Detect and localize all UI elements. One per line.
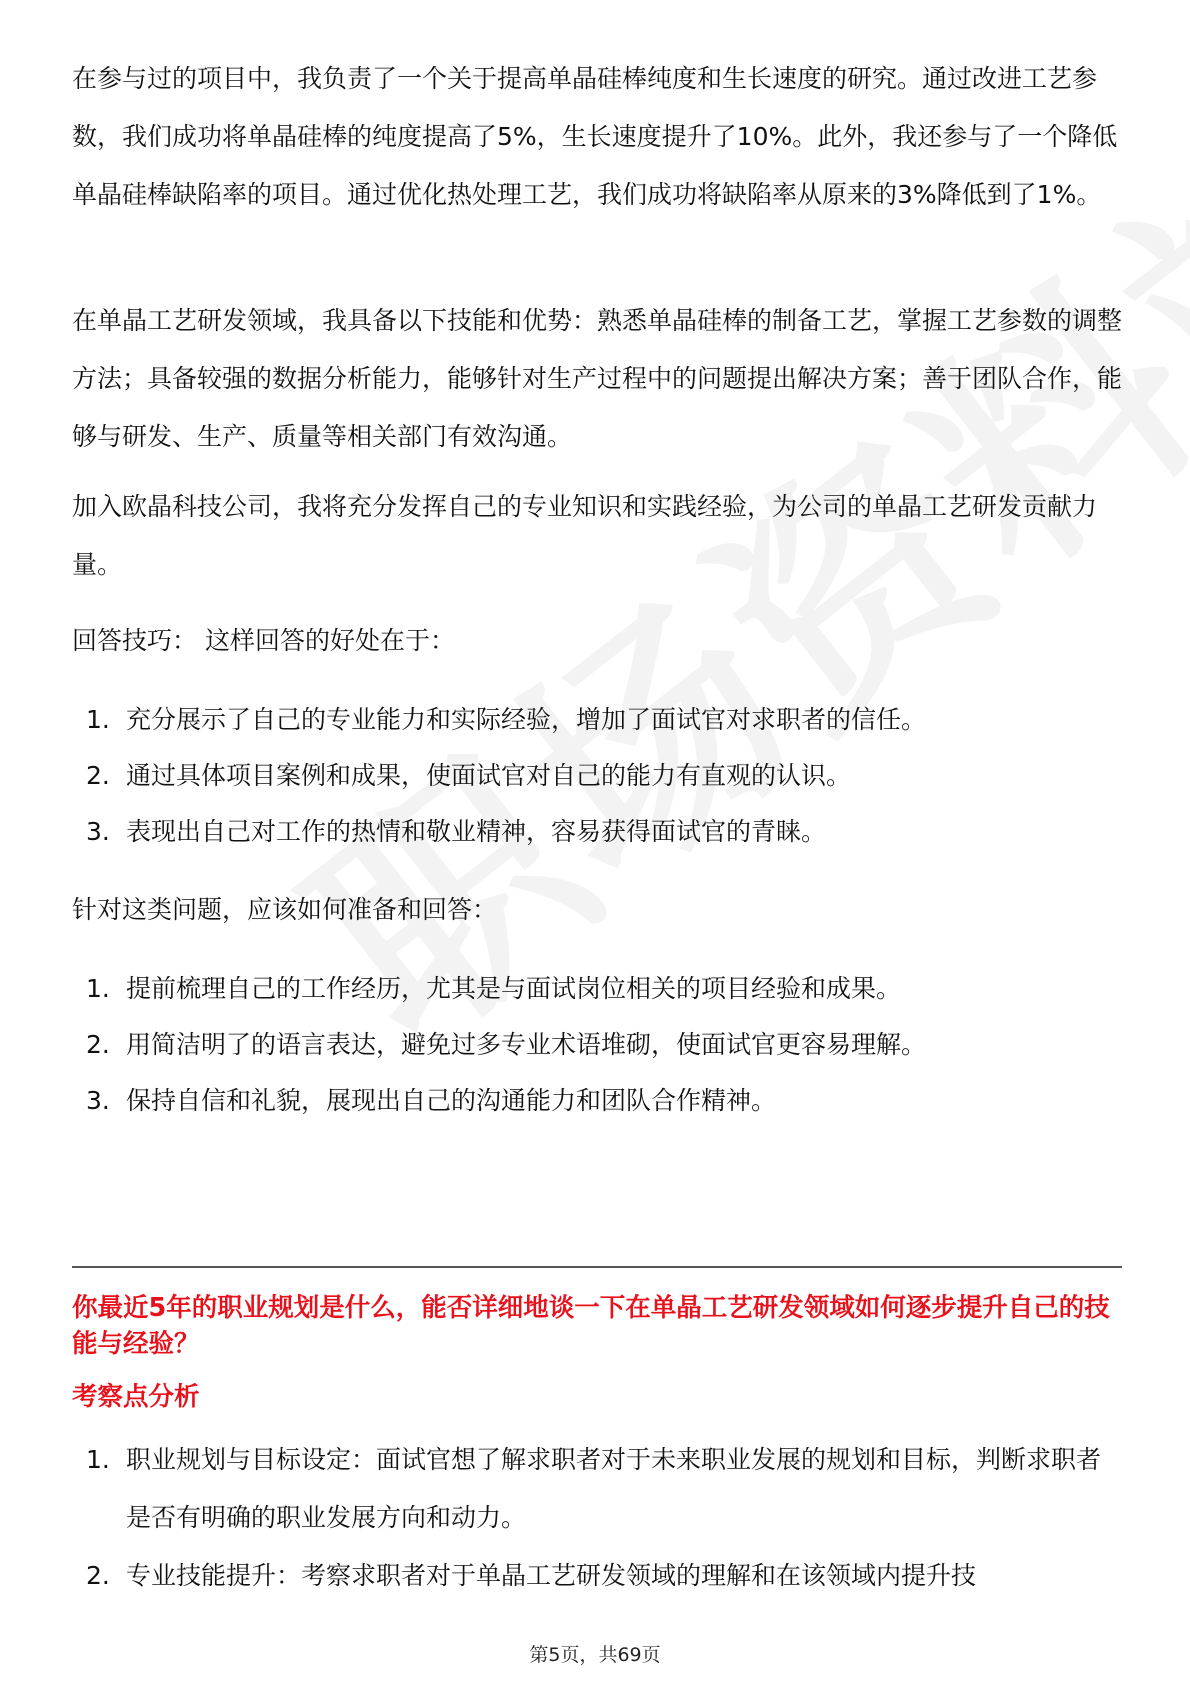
prepare-heading: 针对这类问题，应该如何准备和回答： <box>72 895 498 924</box>
list-item: 1. 充分展示了自己的专业能力和实际经验，增加了面试官对求职者的信任。 <box>86 705 927 734</box>
question-title: 你最近5年的职业规划是什么，能否详细地谈一下在单晶工艺研发领域如何逐步提升自己的技能与经验？ <box>72 1293 1110 1359</box>
analysis-list <box>72 1431 1122 1605</box>
list-item: 2. 通过具体项目案例和成果，使面试官对自己的能力有直观的认识。 <box>86 761 852 790</box>
analysis-heading: 考察点分析 <box>72 1382 200 1412</box>
list-item: 2. 专业技能提升：考察求职者对于单晶工艺研发领域的理解和在该领域内提升技 <box>86 1561 977 1590</box>
section-divider <box>72 1266 1122 1268</box>
paragraph-project-experience: 在参与过的项目中，我负责了一个关于提高单晶硅棒纯度和生长速度的研究。通过改进工艺参数，我们成功将单晶硅棒的纯度提高了5%，生长速度提升了10%。此外，我还参与了一个降低单晶硅棒缺陷率的项目。通过优化热处理工艺，我们成功将缺陷率从原来的3%降低到了1%。 <box>72 64 1118 209</box>
list-item: 1. 提前梳理自己的工作经历，尤其是与面试岗位相关的项目经验和成果。 <box>86 974 902 1003</box>
list-item: 3. 表现出自己对工作的热情和敬业精神，容易获得面试官的青睐。 <box>86 817 827 846</box>
prepare-list <box>72 961 1122 1129</box>
paragraph-skills: 在单晶工艺研发领域，我具备以下技能和优势：熟悉单晶硅棒的制备工艺，掌握工艺参数的调整方法；具备较强的数据分析能力，能够针对生产过程中的问题提出解决方案；善于团队合作，能够与研发、生产、质量等相关部门有效沟通。 <box>72 306 1123 451</box>
list-item: 3. 保持自信和礼貌，展现出自己的沟通能力和团队合作精神。 <box>86 1086 777 1115</box>
page-number: 第5页，共69页 <box>529 1644 661 1666</box>
list-item: 1. 职业规划与目标设定：面试官想了解求职者对于未来职业发展的规划和目标，判断求职者是否有明确的职业发展方向和动力。 <box>86 1445 1102 1532</box>
paragraph-join-company: 加入欧晶科技公司，我将充分发挥自己的专业知识和实践经验，为公司的单晶工艺研发贡献力量。 <box>72 492 1098 579</box>
tips-heading: 回答技巧： 这样回答的好处在于： <box>72 626 455 655</box>
tips-list <box>72 692 1122 860</box>
list-item: 2. 用简洁明了的语言表达，避免过多专业术语堆砌，使面试官更容易理解。 <box>86 1030 927 1059</box>
